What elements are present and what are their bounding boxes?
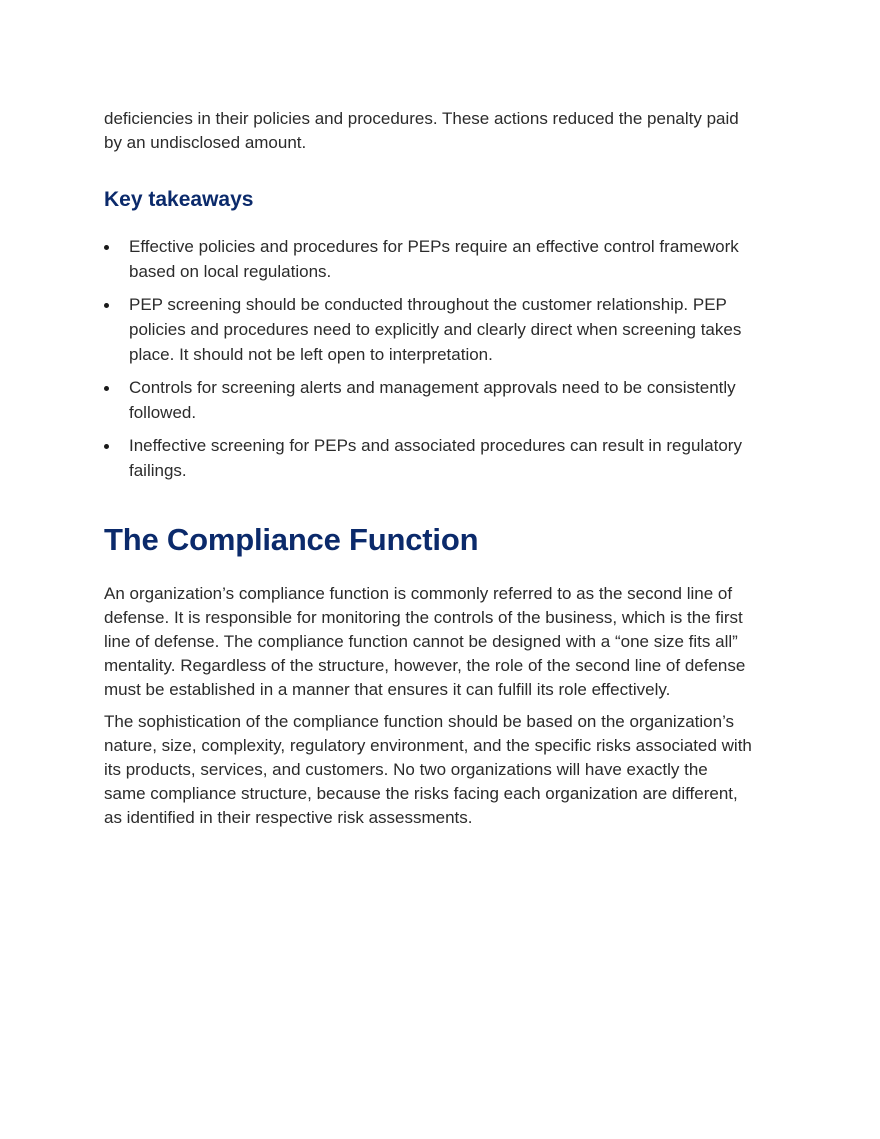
bullet-icon [104, 444, 109, 449]
intro-paragraph: deficiencies in their policies and procedures. These actions reduced the penalty paid by an undisclosed amount. [104, 109, 739, 152]
section-title: The Compliance Function [104, 522, 479, 557]
list-item [104, 292, 752, 367]
list-item-text: Ineffective screening for PEPs and associated procedures can result in regulatory failings. [129, 436, 742, 480]
list-item [104, 375, 752, 425]
list-item-text: Controls for screening alerts and management approvals need to be consistently followed. [129, 378, 736, 422]
list-item [104, 433, 752, 483]
key-takeaways-list [104, 234, 752, 483]
key-takeaways-heading: Key takeaways [104, 188, 254, 211]
bullet-icon [104, 303, 109, 308]
section-body [104, 582, 752, 830]
bullet-icon [104, 245, 109, 250]
list-item-text: PEP screening should be conducted throughout the customer relationship. PEP policies and procedures need to explicitly and clearly direct when screening takes place. It should not be left open to interpretation. [129, 295, 742, 364]
document-page [104, 107, 752, 838]
list-item [104, 234, 752, 284]
body-paragraph: An organization’s compliance function is commonly referred to as the second line of defense. It is responsible for monitoring the controls of the business, which is the first line of defense. The compliance function cannot be designed with a “one size fits all” mentality. Regardless of the structure, however, the role of the second line of defense must be established in a manner that ensures it can fulfill its role effectively. [104, 584, 746, 699]
body-paragraph: The sophistication of the compliance function should be based on the organization’s nature, size, complexity, regulatory environment, and the specific risks associated with its products, services, and customers. No two organizations will have exactly the same compliance structure, because the risks facing each organization are different, as identified in their respective risk assessments. [104, 712, 752, 827]
bullet-icon [104, 386, 109, 391]
list-item-text: Effective policies and procedures for PEPs require an effective control framework based on local regulations. [129, 237, 739, 281]
